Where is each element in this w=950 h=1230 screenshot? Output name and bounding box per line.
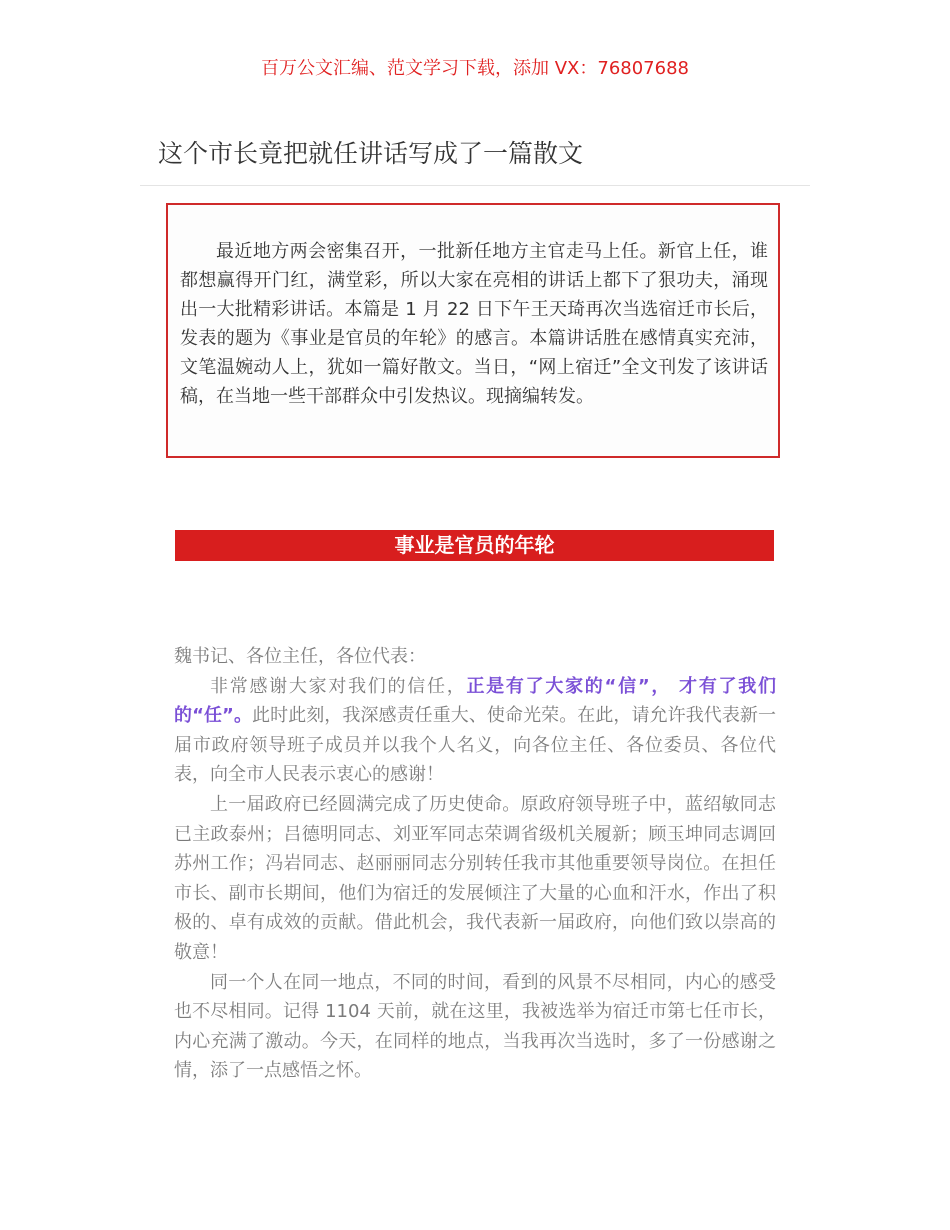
intro-paragraph: 最近地方两会密集召开，一批新任地方主官走马上任。新官上任，谁都想赢得开门红，满堂彩，所以大家在亮相的讲话上都下了狠功夫，涌现出一大批精彩讲话。本篇是 1 月 22 日下午王天琦再次当选宿迁市长后，发表的题为《事业是官员的年轮》的感言。本篇讲话胜在感情真实充沛，文笔温婉动人上，犹如一篇好散文。当日，“网上宿迁”全文刊发了该讲话稿，在当地一些干部群众中引发热议。现摘编转发。 <box>180 241 768 407</box>
section-heading: 事业是官员的年轮 <box>175 530 774 561</box>
highlight-quote: 正是有了大家的“信”， 才有了我们的“任”。 <box>174 675 776 727</box>
paragraph-3: 同一个人在同一地点，不同的时间，看到的风景不尽相同，内心的感受也不尽相同。记得 1104 天前，就在这里，我被选举为宿迁市第七任市长，内心充满了激动。今天，在同样的地点，当我再次当选时，多了一份感谢之情，添了一点感悟之怀。 <box>174 971 776 1082</box>
speech-body <box>174 642 776 1086</box>
salutation: 魏书记、各位主任，各位代表： <box>174 646 426 667</box>
promo-banner: 百万公文汇编、范文学习下载，添加 VX：76807688 <box>261 58 689 79</box>
article-title: 这个市长竟把就任讲话写成了一篇散文 <box>158 139 584 168</box>
paragraph-1-lead: 非常感谢大家对我们的信任， <box>210 675 467 697</box>
paragraph-1-rest: 此时此刻，我深感责任重大、使命光荣。在此，请允许我代表新一届市政府领导班子成员并以我个人名义，向各位主任、各位委员、各位代表，向全市人民表示衷心的感谢！ <box>174 705 776 786</box>
paragraph-1 <box>174 672 776 790</box>
intro-box <box>166 203 780 458</box>
title-divider <box>140 185 810 186</box>
paragraph-2: 上一届政府已经圆满完成了历史使命。原政府领导班子中，蓝绍敏同志已主政泰州；吕德明同志、刘亚军同志荣调省级机关履新；顾玉坤同志调回苏州工作；冯岩同志、赵丽丽同志分别转任我市其他重要领导岗位。在担任市长、副市长期间，他们为宿迁的发展倾注了大量的心血和汗水，作出了积极的、卓有成效的贡献。借此机会，我代表新一届政府，向他们致以崇高的敬意！ <box>174 793 776 963</box>
